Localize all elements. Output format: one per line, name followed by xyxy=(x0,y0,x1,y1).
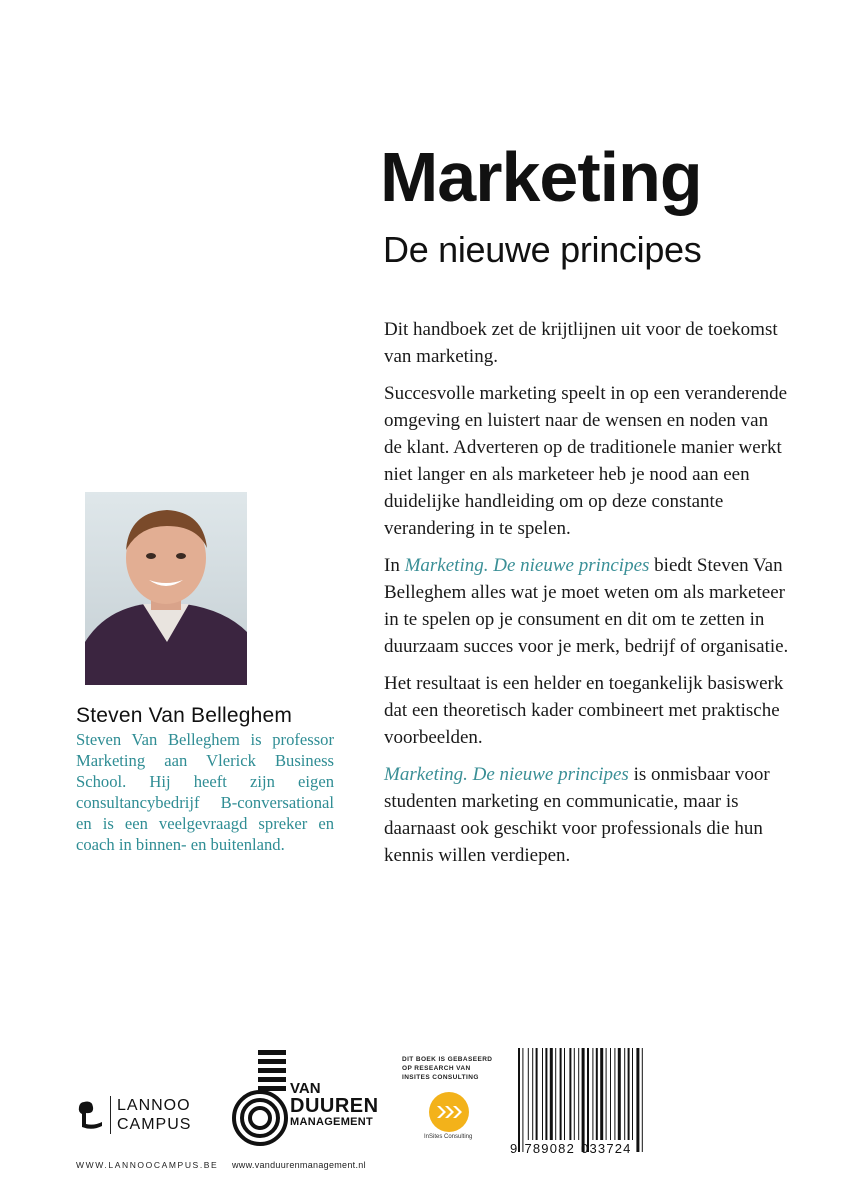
vd-line2: DUUREN xyxy=(290,1095,379,1117)
barcode-bar xyxy=(522,1048,523,1152)
isbn-digits-3: 033724 xyxy=(581,1141,632,1156)
barcode-bar xyxy=(569,1048,571,1140)
barcode-bar xyxy=(545,1048,547,1140)
blurb-paragraph-3 xyxy=(384,552,790,660)
insites-name: InSites Consulting xyxy=(424,1134,473,1140)
barcode-bar xyxy=(518,1048,520,1152)
blurb-paragraph-4: Het resultaat is een helder en toegankelijk basiswerk dat een theoretisch kader combineert met praktische voorbeelden. xyxy=(384,673,784,748)
barcode-bar xyxy=(618,1048,621,1140)
barcode-bar xyxy=(574,1048,575,1140)
insites-line2: OP RESEARCH VAN xyxy=(402,1065,471,1072)
lannoo-url: WWW.LANNOOCAMPUS.BE xyxy=(76,1160,219,1170)
barcode-bar xyxy=(596,1048,598,1140)
isbn-digits-2: 789082 xyxy=(524,1141,576,1156)
lannoo-divider xyxy=(110,1096,111,1134)
blurb-p3-post: biedt Steven Van Belleghem alles wat je moet weten om als marketeer in te spelen op je consument en dit om te zetten in duurzaam succes voor je merk, bedrijf of organisatie. xyxy=(384,555,789,657)
barcode-bar xyxy=(628,1048,630,1140)
barcode-bar xyxy=(528,1048,529,1140)
lannoo-line2: CAMPUS xyxy=(117,1116,192,1133)
book-subtitle: De nieuwe principes xyxy=(383,229,702,270)
barcode-bar xyxy=(624,1048,625,1140)
barcode-bar xyxy=(582,1048,585,1152)
vd-line3: MANAGEMENT xyxy=(290,1116,374,1128)
lannoo-line1: LANNOO xyxy=(117,1097,191,1114)
isbn-number xyxy=(510,1141,670,1156)
barcode-bar xyxy=(592,1048,593,1140)
barcode-bar xyxy=(632,1048,633,1140)
insites-line3: INSITES CONSULTING xyxy=(402,1074,479,1081)
author-bio: Steven Van Belleghem is professor Marketing aan Vlerick Business School. Hij heeft zijn eigen consultancybedrijf B-conversational en is een veelgevraagd spreker en coach in binnen- en buitenland. xyxy=(76,730,334,854)
barcode-bar xyxy=(532,1048,533,1140)
barcode-bar xyxy=(610,1048,611,1140)
blurb-paragraph-5 xyxy=(384,761,790,869)
lannoo-mark-icon xyxy=(76,1098,106,1132)
insites-line1: DIT BOEK IS GEBASEERD xyxy=(402,1056,493,1063)
blurb-paragraph-2: Succesvolle marketing speelt in op een veranderende omgeving en luistert naar de wensen en noden van de klant. Adverteren op de traditionele manier werkt niet langer en als marketeer heb je nood aan een duidelijke handleiding om op deze constante verandering in te spelen. xyxy=(384,383,788,539)
blurb-p3-pre: In xyxy=(384,555,405,576)
van-duuren-words xyxy=(290,1081,379,1128)
barcode-bar xyxy=(564,1048,565,1140)
barcode-bar xyxy=(536,1048,538,1140)
barcode-bar xyxy=(560,1048,562,1140)
author-photo xyxy=(85,492,247,685)
isbn-digit-1: 9 xyxy=(510,1141,519,1156)
barcode-bar xyxy=(642,1048,643,1152)
van-duuren-url: www.vanduurenmanagement.nl xyxy=(232,1160,366,1170)
barcode-bar xyxy=(578,1048,579,1140)
barcode-bar xyxy=(600,1048,603,1140)
book-title: Marketing xyxy=(380,138,702,216)
blurb xyxy=(384,316,790,879)
barcode-bar xyxy=(606,1048,607,1140)
blurb-paragraph-1: Dit handboek zet de krijtlijnen uit voor de toekomst van marketing. xyxy=(384,319,778,367)
barcode-bar xyxy=(542,1048,543,1140)
author-name: Steven Van Belleghem xyxy=(76,704,293,727)
insites-note xyxy=(402,1055,502,1082)
blurb-p3-title: Marketing. De nieuwe principes xyxy=(404,555,650,576)
barcode-bar xyxy=(636,1048,639,1152)
insites-logo-icon xyxy=(429,1092,469,1132)
blurb-p5-post: is onmisbaar voor studenten marketing en communicatie, maar is daarnaast ook geschikt voor professionals die hun kennis willen verdiepen. xyxy=(384,764,770,866)
barcode-bar xyxy=(550,1048,553,1140)
vd-line1: VAN xyxy=(290,1080,321,1097)
lannoo-words xyxy=(117,1096,191,1134)
barcode-bar xyxy=(555,1048,556,1140)
barcode-bar xyxy=(614,1048,615,1140)
lannoo-campus-logo xyxy=(76,1096,191,1134)
barcode-bar xyxy=(587,1048,589,1152)
blurb-p5-title: Marketing. De nieuwe principes xyxy=(384,764,629,785)
